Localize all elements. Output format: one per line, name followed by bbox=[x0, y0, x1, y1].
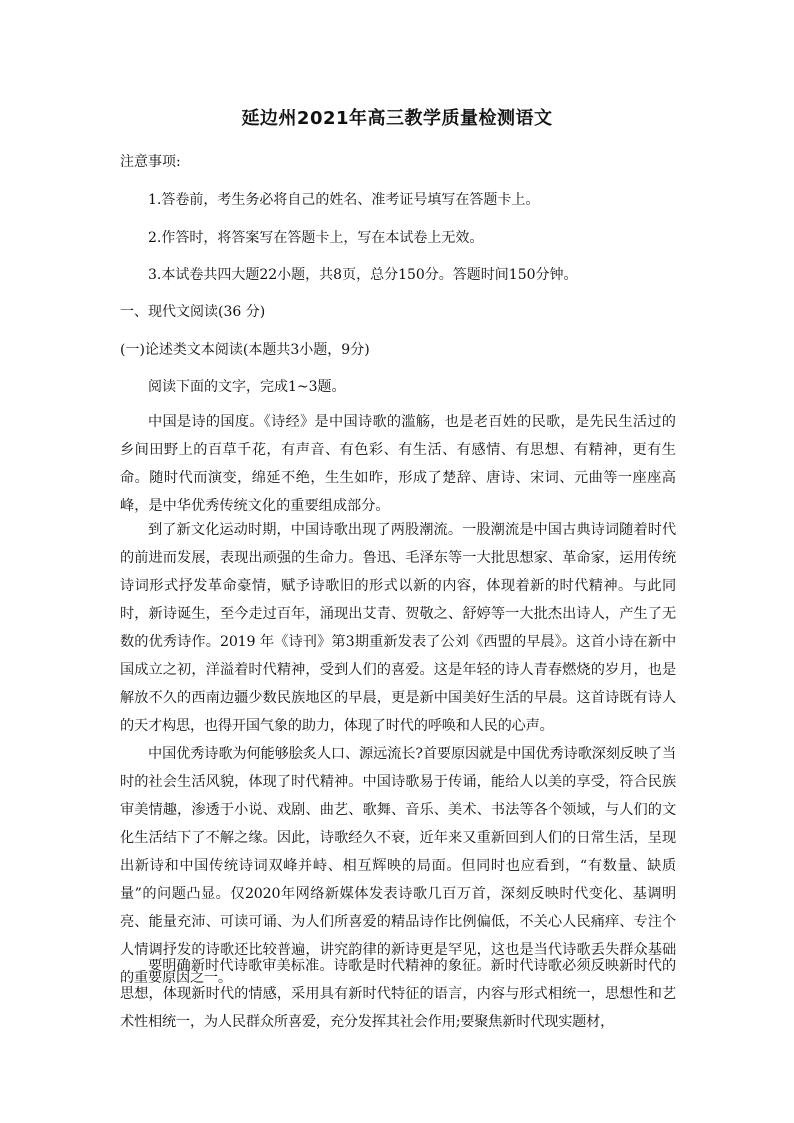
paragraph-4: 要明确新时代诗歌审美标准。诗歌是时代精神的象征。新时代诗歌必须反映新时代的思想，体现新时代的情感，采用具有新时代特征的语言，内容与形式相统一，思想性和艺术性相统一，为人民群众所喜爱，充分发挥其社会作用;要聚焦新时代现实题材， bbox=[120, 958, 676, 1030]
paragraph-3: 中国优秀诗歌为何能够脍炙人口、源远流长?首要原因就是中国优秀诗歌深刻反映了当时的社会生活风貌，体现了时代精神。中国诗歌易于传诵，能给人以美的享受，符合民族审美情趣，渗透于小说、戏剧、曲艺、歌舞、音乐、美术、书法等各个领域，与人们的文化生活结下了不解之缘。因此，诗歌经久不衰，近年来又重新回到人们的日常生活，呈现出新诗和中国传统诗词双峰并峙、相互辉映的局面。但同时也应看到，“有数量、缺质量”的问题凸显。仅2020年网络新媒体发表诗歌几百万首，深刻反映时代变化、基调明亮、能量充沛、可读可诵、为人们所喜爱的精品诗作比例偏低，不关心人民痛痒、专注个人情调抒发的诗歌还比较普遍，讲究韵律的新诗更是罕见，这也是当代诗歌丢失群众基础的重要原因之一。 bbox=[120, 746, 676, 986]
notice-heading: 注意事项: bbox=[120, 154, 181, 170]
reading-instruction: 阅读下面的文字，完成1~3题。 bbox=[148, 379, 346, 395]
document-title: 延边州2021年高三教学质量检测语文 bbox=[241, 108, 553, 129]
notice-item-3: 3.本试卷共四大题22小题，共8页，总分150分。答题时间150分钟。 bbox=[148, 267, 578, 283]
notice-item-1: 1.答卷前，考生务必将自己的姓名、准考证号填写在答题卡上。 bbox=[148, 192, 540, 208]
paragraph-2: 到了新文化运动时期，中国诗歌出现了两股潮流。一股潮流是中国古典诗词随着时代的前进而发展，表现出顽强的生命力。鲁迅、毛泽东等一大批思想家、革命家，运用传统诗词形式抒发革命豪情，赋予诗歌旧的形式以新的内容，体现着新的时代精神。与此同时，新诗诞生，至今走过百年，涌现出艾青、贺敬之、舒婷等一大批杰出诗人，产生了无数的优秀诗作。2019 年《诗刊》第3期重新发表了公刘《西盟的早晨》。这首小诗在新中国成立之初，洋溢着时代精神，受到人们的喜爱。这是年轻的诗人青春燃烧的岁月，也是解放不久的西南边疆少数民族地区的早晨，更是新中国美好生活的早晨。这首诗既有诗人的天才构思，也得开国气象的助力，体现了时代的呼唤和人民的心声。 bbox=[120, 522, 676, 734]
notice-item-2: 2.作答时，将答案写在答题卡上，写在本试卷上无效。 bbox=[148, 230, 484, 246]
subsection-heading: (一)论述类文本阅读(本题共3小题，9分) bbox=[120, 342, 370, 358]
paragraph-1: 中国是诗的国度。《诗经》是中国诗歌的滥觞，也是老百姓的民歌，是先民生活过的乡间田野上的百草千花，有声音、有色彩、有生活、有感情、有思想、有精神，更有生命。随时代而演变，绵延不绝，生生如昨，形成了楚辞、唐诗、宋词、元曲等一座座高峰，是中华优秀传统文化的重要组成部分。 bbox=[120, 414, 676, 514]
section-heading: 一、现代文阅读(36 分) bbox=[120, 304, 266, 320]
